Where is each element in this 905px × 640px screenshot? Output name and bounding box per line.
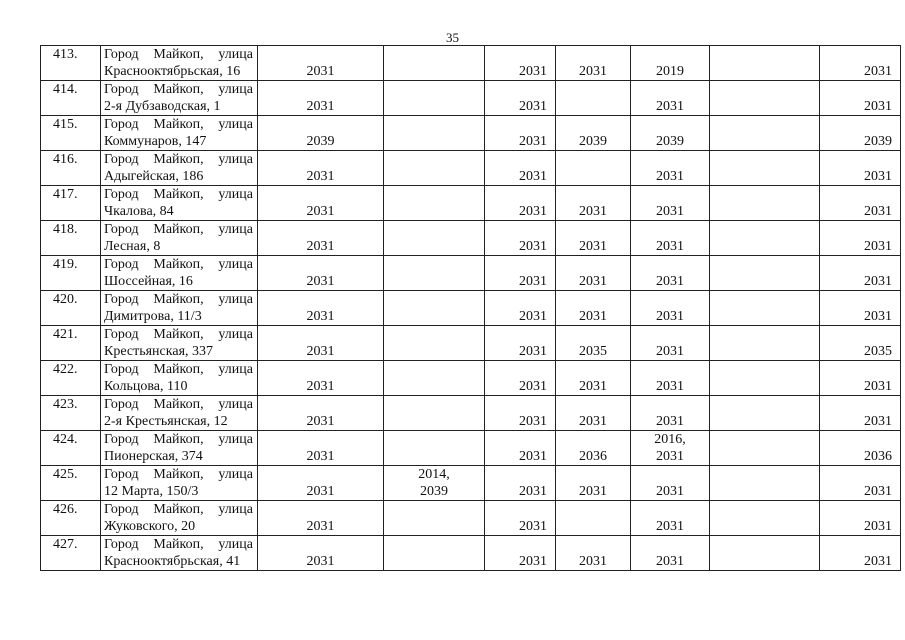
year-cell-7: 2031 bbox=[820, 221, 901, 256]
year-cell-1: 2031 bbox=[258, 501, 384, 536]
table-row bbox=[41, 256, 901, 291]
year-cell-3: 2031 bbox=[485, 536, 556, 571]
address-line-2: Краснооктябрьская, 16 bbox=[104, 64, 241, 79]
year-cell-5: 2031 bbox=[631, 466, 710, 501]
year-cell-7: 2031 bbox=[820, 361, 901, 396]
year-cell-6 bbox=[710, 291, 820, 326]
address-line-2: Димитрова, 11/3 bbox=[104, 309, 202, 324]
year-cell-2 bbox=[384, 431, 485, 466]
address-word: Майкоп, bbox=[153, 82, 204, 97]
table-row bbox=[41, 186, 901, 221]
year-cell-1: 2031 bbox=[258, 221, 384, 256]
year-cell-4: 2031 bbox=[556, 466, 631, 501]
year-cell-6 bbox=[710, 81, 820, 116]
year-cell-7: 2031 bbox=[820, 46, 901, 81]
year-cell-2 bbox=[384, 151, 485, 186]
year-cell-5: 2031 bbox=[631, 536, 710, 571]
address-cell bbox=[101, 116, 258, 151]
address-word: Майкоп, bbox=[153, 187, 204, 202]
year-cell-4: 2039 bbox=[556, 116, 631, 151]
year-cell-6 bbox=[710, 186, 820, 221]
address-word: Город bbox=[104, 537, 139, 552]
address-line-1 bbox=[104, 256, 253, 273]
address-line-2: Крестьянская, 337 bbox=[104, 344, 214, 359]
table-row bbox=[41, 221, 901, 256]
address-word: улица bbox=[218, 257, 253, 272]
year-cell-5: 2031 bbox=[631, 396, 710, 431]
address-line-2: Чкалова, 84 bbox=[104, 204, 174, 219]
table-row bbox=[41, 151, 901, 186]
year-cell-1: 2031 bbox=[258, 256, 384, 291]
year-cell-6 bbox=[710, 396, 820, 431]
year-cell-1: 2039 bbox=[258, 116, 384, 151]
row-number: 421. bbox=[41, 326, 101, 361]
address-cell bbox=[101, 396, 258, 431]
year-cell-3: 2031 bbox=[485, 116, 556, 151]
year-cell-1: 2031 bbox=[258, 431, 384, 466]
year-cell-5: 2031 bbox=[631, 221, 710, 256]
year-cell-4: 2031 bbox=[556, 256, 631, 291]
address-cell bbox=[101, 291, 258, 326]
address-word: улица bbox=[218, 502, 253, 517]
year-cell-2 bbox=[384, 186, 485, 221]
address-word: Город bbox=[104, 47, 139, 62]
address-word: Майкоп, bbox=[153, 152, 204, 167]
year-cell-3: 2031 bbox=[485, 466, 556, 501]
address-word: улица bbox=[218, 432, 253, 447]
address-word: Майкоп, bbox=[153, 502, 204, 517]
address-word: улица bbox=[218, 292, 253, 307]
year-cell-2 bbox=[384, 396, 485, 431]
address-word: улица bbox=[218, 152, 253, 167]
year-cell-7: 2031 bbox=[820, 291, 901, 326]
address-cell bbox=[101, 46, 258, 81]
address-word: Майкоп, bbox=[153, 257, 204, 272]
year-cell-1: 2031 bbox=[258, 466, 384, 501]
address-word: улица bbox=[218, 362, 253, 377]
year-cell-7: 2031 bbox=[820, 466, 901, 501]
table-row bbox=[41, 361, 901, 396]
address-line-2: Кольцова, 110 bbox=[104, 379, 188, 394]
address-line-2: Адыгейская, 186 bbox=[104, 169, 204, 184]
year-cell-5: 2031 bbox=[631, 361, 710, 396]
row-number: 422. bbox=[41, 361, 101, 396]
year-cell-3: 2031 bbox=[485, 221, 556, 256]
table-row bbox=[41, 326, 901, 361]
year-cell-4 bbox=[556, 501, 631, 536]
address-word: Город bbox=[104, 432, 139, 447]
year-cell-2 bbox=[384, 256, 485, 291]
year-cell-7: 2039 bbox=[820, 116, 901, 151]
address-line-1 bbox=[104, 326, 253, 343]
address-word: Город bbox=[104, 292, 139, 307]
year-cell-5: 2031 bbox=[631, 256, 710, 291]
year-cell-4: 2036 bbox=[556, 431, 631, 466]
year-cell-6 bbox=[710, 326, 820, 361]
year-cell-3: 2031 bbox=[485, 151, 556, 186]
year-cell-7: 2031 bbox=[820, 81, 901, 116]
address-word: Майкоп, bbox=[153, 117, 204, 132]
year-cell-3: 2031 bbox=[485, 326, 556, 361]
address-word: улица bbox=[218, 187, 253, 202]
year-cell-7: 2031 bbox=[820, 151, 901, 186]
registry-table bbox=[40, 45, 901, 571]
table-row bbox=[41, 291, 901, 326]
row-number: 413. bbox=[41, 46, 101, 81]
year-cell-2 bbox=[384, 46, 485, 81]
address-word: Город bbox=[104, 187, 139, 202]
address-word: Город bbox=[104, 82, 139, 97]
address-word: улица bbox=[218, 537, 253, 552]
row-number: 427. bbox=[41, 536, 101, 571]
year-cell-7: 2031 bbox=[820, 186, 901, 221]
year-cell-1: 2031 bbox=[258, 46, 384, 81]
year-cell-7: 2031 bbox=[820, 396, 901, 431]
year-cell-2 bbox=[384, 81, 485, 116]
address-line-1 bbox=[104, 116, 253, 133]
year-cell-1: 2031 bbox=[258, 81, 384, 116]
address-line-2: Шоссейная, 16 bbox=[104, 274, 193, 289]
address-cell bbox=[101, 151, 258, 186]
year-cell-7: 2031 bbox=[820, 256, 901, 291]
year-cell-1: 2031 bbox=[258, 361, 384, 396]
address-line-1 bbox=[104, 221, 253, 238]
year-cell-1: 2031 bbox=[258, 396, 384, 431]
address-word: улица bbox=[218, 397, 253, 412]
address-word: Майкоп, bbox=[153, 327, 204, 342]
address-line-1 bbox=[104, 361, 253, 378]
address-line-1 bbox=[104, 81, 253, 98]
address-line-2: 2-я Крестьянская, 12 bbox=[104, 414, 228, 429]
address-cell bbox=[101, 256, 258, 291]
year-cell-3: 2031 bbox=[485, 256, 556, 291]
year-cell-2: 2014, 2039 bbox=[384, 466, 485, 501]
address-word: улица bbox=[218, 222, 253, 237]
row-number: 418. bbox=[41, 221, 101, 256]
year-cell-3: 2031 bbox=[485, 501, 556, 536]
address-cell bbox=[101, 81, 258, 116]
table-row bbox=[41, 46, 901, 81]
address-word: Майкоп, bbox=[153, 222, 204, 237]
table-row bbox=[41, 536, 901, 571]
address-line-1 bbox=[104, 466, 253, 483]
row-number: 424. bbox=[41, 431, 101, 466]
address-word: Майкоп, bbox=[153, 362, 204, 377]
year-cell-6 bbox=[710, 431, 820, 466]
address-word: Майкоп, bbox=[153, 292, 204, 307]
year-cell-4: 2031 bbox=[556, 46, 631, 81]
table-row bbox=[41, 396, 901, 431]
year-cell-1: 2031 bbox=[258, 536, 384, 571]
address-line-2: 2-я Дубзаводская, 1 bbox=[104, 99, 221, 114]
address-line-1 bbox=[104, 501, 253, 518]
address-word: Город bbox=[104, 117, 139, 132]
address-line-1 bbox=[104, 151, 253, 168]
row-number: 420. bbox=[41, 291, 101, 326]
year-cell-2 bbox=[384, 291, 485, 326]
address-cell bbox=[101, 361, 258, 396]
table-row bbox=[41, 81, 901, 116]
year-cell-3: 2031 bbox=[485, 46, 556, 81]
table-row bbox=[41, 431, 901, 466]
address-word: Город bbox=[104, 502, 139, 517]
year-cell-7: 2035 bbox=[820, 326, 901, 361]
address-line-1 bbox=[104, 186, 253, 203]
year-cell-5: 2031 bbox=[631, 186, 710, 221]
address-word: улица bbox=[218, 467, 253, 482]
address-line-1 bbox=[104, 431, 253, 448]
address-line-2: Коммунаров, 147 bbox=[104, 134, 207, 149]
year-cell-6 bbox=[710, 256, 820, 291]
year-cell-5: 2039 bbox=[631, 116, 710, 151]
year-cell-2 bbox=[384, 326, 485, 361]
row-number: 426. bbox=[41, 501, 101, 536]
year-cell-6 bbox=[710, 361, 820, 396]
address-word: улица bbox=[218, 117, 253, 132]
row-number: 417. bbox=[41, 186, 101, 221]
address-cell bbox=[101, 221, 258, 256]
row-number: 416. bbox=[41, 151, 101, 186]
address-word: Майкоп, bbox=[153, 432, 204, 447]
address-line-1 bbox=[104, 46, 253, 63]
year-cell-3: 2031 bbox=[485, 186, 556, 221]
address-line-1 bbox=[104, 396, 253, 413]
address-word: Майкоп, bbox=[153, 397, 204, 412]
address-word: Город bbox=[104, 362, 139, 377]
address-cell bbox=[101, 536, 258, 571]
table-row bbox=[41, 116, 901, 151]
year-cell-5: 2031 bbox=[631, 81, 710, 116]
address-cell bbox=[101, 431, 258, 466]
year-cell-1: 2031 bbox=[258, 151, 384, 186]
year-cell-5: 2031 bbox=[631, 501, 710, 536]
row-number: 425. bbox=[41, 466, 101, 501]
year-cell-4: 2031 bbox=[556, 396, 631, 431]
year-cell-6 bbox=[710, 536, 820, 571]
year-cell-4: 2035 bbox=[556, 326, 631, 361]
address-line-2: Лесная, 8 bbox=[104, 239, 161, 254]
address-word: Город bbox=[104, 467, 139, 482]
address-word: Город bbox=[104, 257, 139, 272]
year-cell-2 bbox=[384, 361, 485, 396]
row-number: 419. bbox=[41, 256, 101, 291]
row-number: 423. bbox=[41, 396, 101, 431]
address-word: Майкоп, bbox=[153, 47, 204, 62]
address-word: Майкоп, bbox=[153, 467, 204, 482]
year-cell-4: 2031 bbox=[556, 291, 631, 326]
year-cell-6 bbox=[710, 466, 820, 501]
address-line-2: Пионерская, 374 bbox=[104, 449, 203, 464]
year-cell-7: 2031 bbox=[820, 536, 901, 571]
year-cell-5: 2031 bbox=[631, 326, 710, 361]
row-number: 414. bbox=[41, 81, 101, 116]
year-cell-6 bbox=[710, 221, 820, 256]
address-word: улица bbox=[218, 327, 253, 342]
address-word: Город bbox=[104, 152, 139, 167]
year-cell-6 bbox=[710, 116, 820, 151]
year-cell-3: 2031 bbox=[485, 291, 556, 326]
year-cell-4: 2031 bbox=[556, 186, 631, 221]
address-word: Город bbox=[104, 222, 139, 237]
address-line-2: Жуковского, 20 bbox=[104, 519, 196, 534]
address-line-2: Краснооктябрьская, 41 bbox=[104, 554, 241, 569]
year-cell-2 bbox=[384, 221, 485, 256]
year-cell-5: 2031 bbox=[631, 291, 710, 326]
year-cell-7: 2036 bbox=[820, 431, 901, 466]
year-cell-1: 2031 bbox=[258, 326, 384, 361]
year-cell-6 bbox=[710, 46, 820, 81]
year-cell-3: 2031 bbox=[485, 361, 556, 396]
address-cell bbox=[101, 466, 258, 501]
address-cell bbox=[101, 186, 258, 221]
address-cell bbox=[101, 326, 258, 361]
year-cell-4: 2031 bbox=[556, 536, 631, 571]
address-word: улица bbox=[218, 47, 253, 62]
table-row bbox=[41, 501, 901, 536]
year-cell-4 bbox=[556, 151, 631, 186]
year-cell-3: 2031 bbox=[485, 431, 556, 466]
year-cell-2 bbox=[384, 116, 485, 151]
address-word: Город bbox=[104, 397, 139, 412]
address-word: улица bbox=[218, 82, 253, 97]
year-cell-2 bbox=[384, 501, 485, 536]
address-cell bbox=[101, 501, 258, 536]
year-cell-7: 2031 bbox=[820, 501, 901, 536]
address-word: Город bbox=[104, 327, 139, 342]
year-cell-6 bbox=[710, 151, 820, 186]
year-cell-3: 2031 bbox=[485, 81, 556, 116]
address-word: Майкоп, bbox=[153, 537, 204, 552]
address-line-2: 12 Марта, 150/3 bbox=[104, 484, 199, 499]
year-cell-1: 2031 bbox=[258, 186, 384, 221]
year-cell-5: 2016, 2031 bbox=[631, 431, 710, 466]
row-number: 415. bbox=[41, 116, 101, 151]
year-cell-5: 2031 bbox=[631, 151, 710, 186]
year-cell-4: 2031 bbox=[556, 221, 631, 256]
address-line-1 bbox=[104, 536, 253, 553]
year-cell-4: 2031 bbox=[556, 361, 631, 396]
year-cell-1: 2031 bbox=[258, 291, 384, 326]
address-line-1 bbox=[104, 291, 253, 308]
year-cell-5: 2019 bbox=[631, 46, 710, 81]
year-cell-3: 2031 bbox=[485, 396, 556, 431]
page-number: 35 bbox=[446, 30, 459, 45]
year-cell-2 bbox=[384, 536, 485, 571]
year-cell-4 bbox=[556, 81, 631, 116]
year-cell-6 bbox=[710, 501, 820, 536]
table-row bbox=[41, 466, 901, 501]
